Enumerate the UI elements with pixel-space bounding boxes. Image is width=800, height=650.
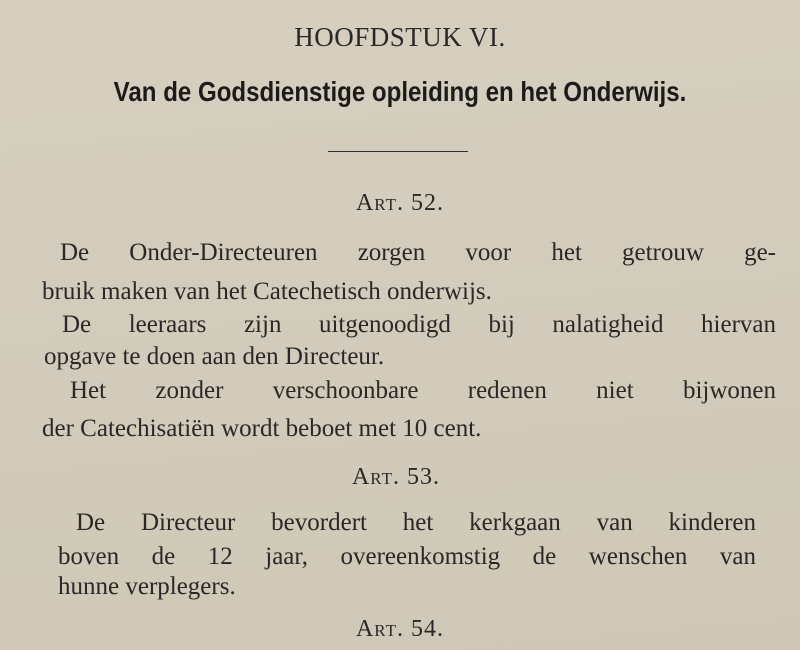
article-53-line-3: hunne verplegers. [58,573,236,600]
article-52-label: Art. 52. [355,190,445,216]
article-52-line-1: De Onder-Directeuren zorgen voor het getrouw ge- [60,239,776,266]
article-53-label: Art. 53. [351,464,441,490]
article-52-line-5: Het zonder verschoonbare redenen niet bijwonen [70,377,776,404]
chapter-heading: HOOFDSTUK VI. [294,22,506,52]
article-52-line-3: De leeraars zijn uitgenoodigd bij nalatigheid hiervan [62,311,776,338]
section-divider [328,151,468,152]
article-52-line-2: bruik maken van het Catechetisch onderwijs. [42,278,492,305]
article-53-line-2: boven de 12 jaar, overeenkomstig de wenschen van [58,543,756,570]
article-54-label: Art. 54. [355,616,445,642]
article-52-line-6: der Catechisatiën wordt beboet met 10 cent. [42,415,482,442]
chapter-title: Van de Godsdienstige opleiding en het Onderwijs. [113,76,687,107]
article-53-line-1: De Directeur bevordert het kerkgaan van kinderen [76,509,756,536]
article-52-line-4: opgave te doen aan den Directeur. [44,343,385,370]
